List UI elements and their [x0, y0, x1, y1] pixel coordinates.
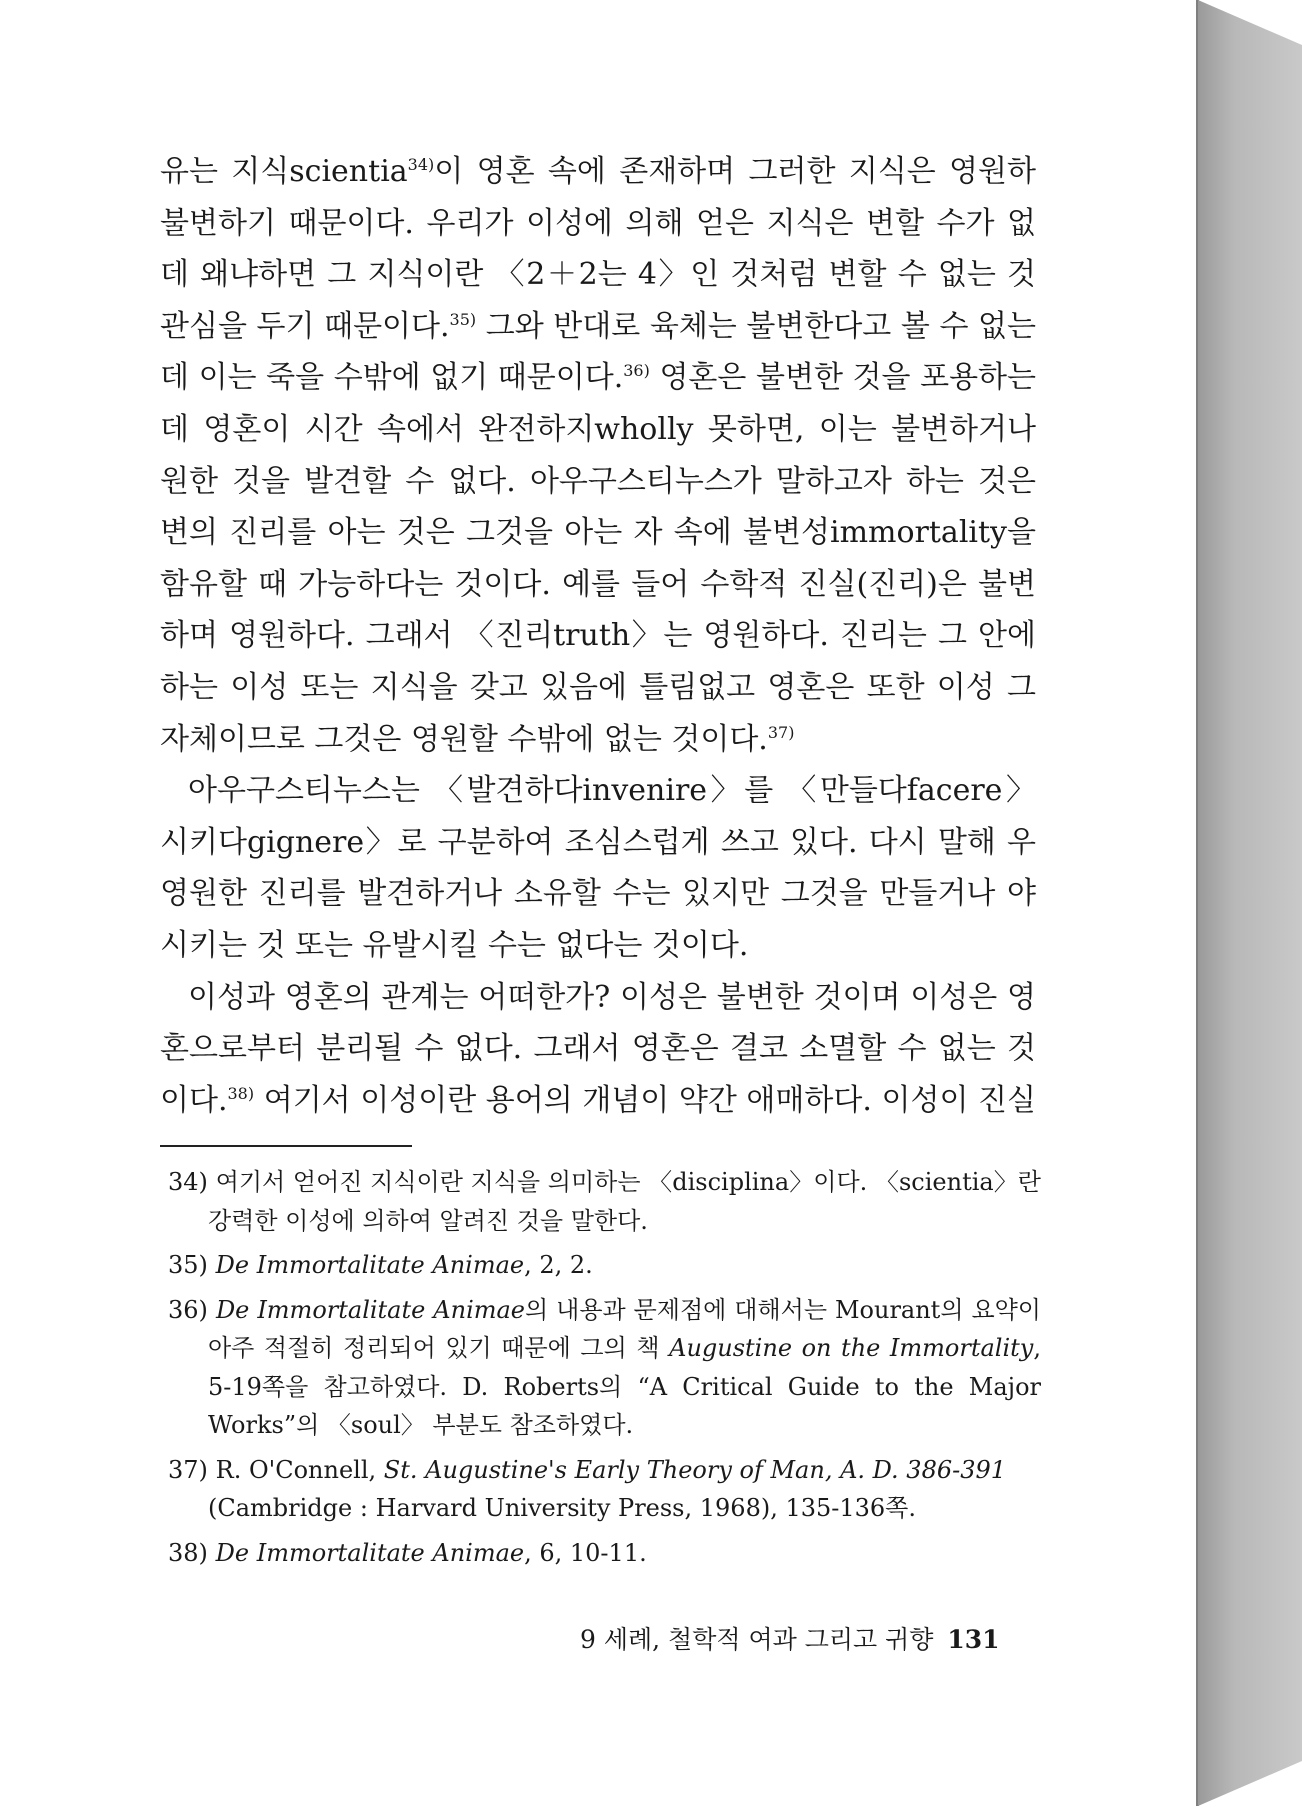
text-line: 데 이는 죽을 수밖에 없기 때문이다.$^{36)}$ 영혼은 불변한 것을 포용하는 [160, 360, 1036, 396]
text-line: 데 영혼이 시간 속에서 완전하지wholly 못하면, 이는 불변하거나 [160, 411, 1036, 447]
footnote-38: 38) De Immortalitate Animae, 6, 10-11. [168, 1534, 1041, 1573]
chapter-title: 9 세례, 철학적 여과 그리고 귀향 [580, 1625, 934, 1654]
text-line: 데 왜냐하면 그 지식이란 〈2＋2는 4〉인 것처럼 변할 수 없는 것 [160, 257, 1036, 293]
text-line: 이성과 영혼의 관계는 어떠한가? 이성은 불변한 것이며 이성은 영 [188, 979, 1036, 1015]
book-thickness [1198, 0, 1302, 1806]
text-line: 하는 이성 또는 지식을 갖고 있음에 틀림없고 영혼은 또한 이성 그 [160, 669, 1036, 705]
footnote-number: 36) [168, 1295, 208, 1324]
footnote-number: 35) [168, 1251, 208, 1279]
page-number: 131 [947, 1625, 1000, 1654]
footnote-ref[interactable]: 34) [407, 155, 435, 174]
running-footer [580, 1620, 1020, 1660]
footnote-divider [160, 1145, 412, 1147]
footnote-number: 34) [168, 1168, 208, 1196]
footnote-ref[interactable]: 35) [449, 309, 477, 329]
text-line: 변의 진리를 아는 것은 그것을 아는 자 속에 불변성immortality을 [160, 515, 1036, 551]
text-line: 시키는 것 또는 유발시킬 수는 없다는 것이다. [160, 927, 749, 963]
text-line: 이다.$^{38)}$ 여기서 이성이란 용어의 개념이 약간 애매하다. 이성이 진실 [160, 1082, 1036, 1118]
footnote-37: 37) R. O'Connell, St. Augustine's Early Theory of Man, A. D. 386-391 (Cambridge : Harvard University Press, 1968), 135-136쪽. [168, 1451, 1041, 1528]
footnote-ref[interactable]: 37) [767, 722, 795, 742]
text-line: 자체이므로 그것은 영원할 수밖에 없는 것이다.$^{37)}$ [160, 721, 795, 757]
footnote-35: 35) De Immortalitate Animae, 2, 2. [168, 1246, 1041, 1285]
text-line: 유는 지식scientia$^{34)}$이 영혼 속에 존재하며 그러한 지식은 영원하 [160, 154, 1036, 189]
text-line: 함유할 때 가능하다는 것이다. 예를 들어 수학적 진실(진리)은 불변 [160, 566, 1036, 602]
text-line: 시키다gignere〉로 구분하여 조심스럽게 쓰고 있다. 다시 말해 우 [160, 824, 1036, 860]
footnote-number: 37) [168, 1455, 208, 1484]
text-line: 불변하기 때문이다. 우리가 이성에 의해 얻은 지식은 변할 수가 없 [160, 205, 1036, 241]
text-line: 하며 영원하다. 그래서 〈진리truth〉는 영원하다. 진리는 그 안에 [160, 618, 1036, 654]
text-line: 혼으로부터 분리될 수 없다. 그래서 영혼은 결코 소멸할 수 없는 것 [160, 1031, 1036, 1067]
text-line: 아우구스티누스는 〈발견하다invenire〉를 〈만들다facere〉 [188, 773, 1036, 809]
footnote-36: 36) De Immortalitate Animae의 내용과 문제점에 대해서는 Mourant의 요약이 아주 적절히 정리되어 있기 때문에 그의 책 Augustine on the Immortality, 5-19쪽을 참고하였다. D. Roberts의 “A Critical Guide to the Major Works”의 〈soul〉 부분도 참조하였다. [168, 1291, 1041, 1445]
body-text [160, 146, 1036, 1126]
text-line: 관심을 두기 때문이다.$^{35)}$ 그와 반대로 육체는 불변한다고 볼 수 없는 [160, 308, 1036, 344]
footnotes [168, 1163, 1041, 1578]
footnote-34: 34) 여기서 얻어진 지식이란 지식을 의미하는 〈disciplina〉이다. 〈scientia〉란 강력한 이성에 의하여 알려진 것을 말한다. [168, 1163, 1041, 1240]
footnote-ref[interactable]: 36) [623, 361, 650, 381]
text-line: 영원한 진리를 발견하거나 소유할 수는 있지만 그것을 만들거나 야 [160, 876, 1036, 912]
footnote-number: 38) [168, 1538, 208, 1567]
text-line: 원한 것을 발견할 수 없다. 아우구스티누스가 말하고자 하는 것은 [160, 463, 1036, 499]
footnote-ref[interactable]: 38) [227, 1083, 255, 1103]
